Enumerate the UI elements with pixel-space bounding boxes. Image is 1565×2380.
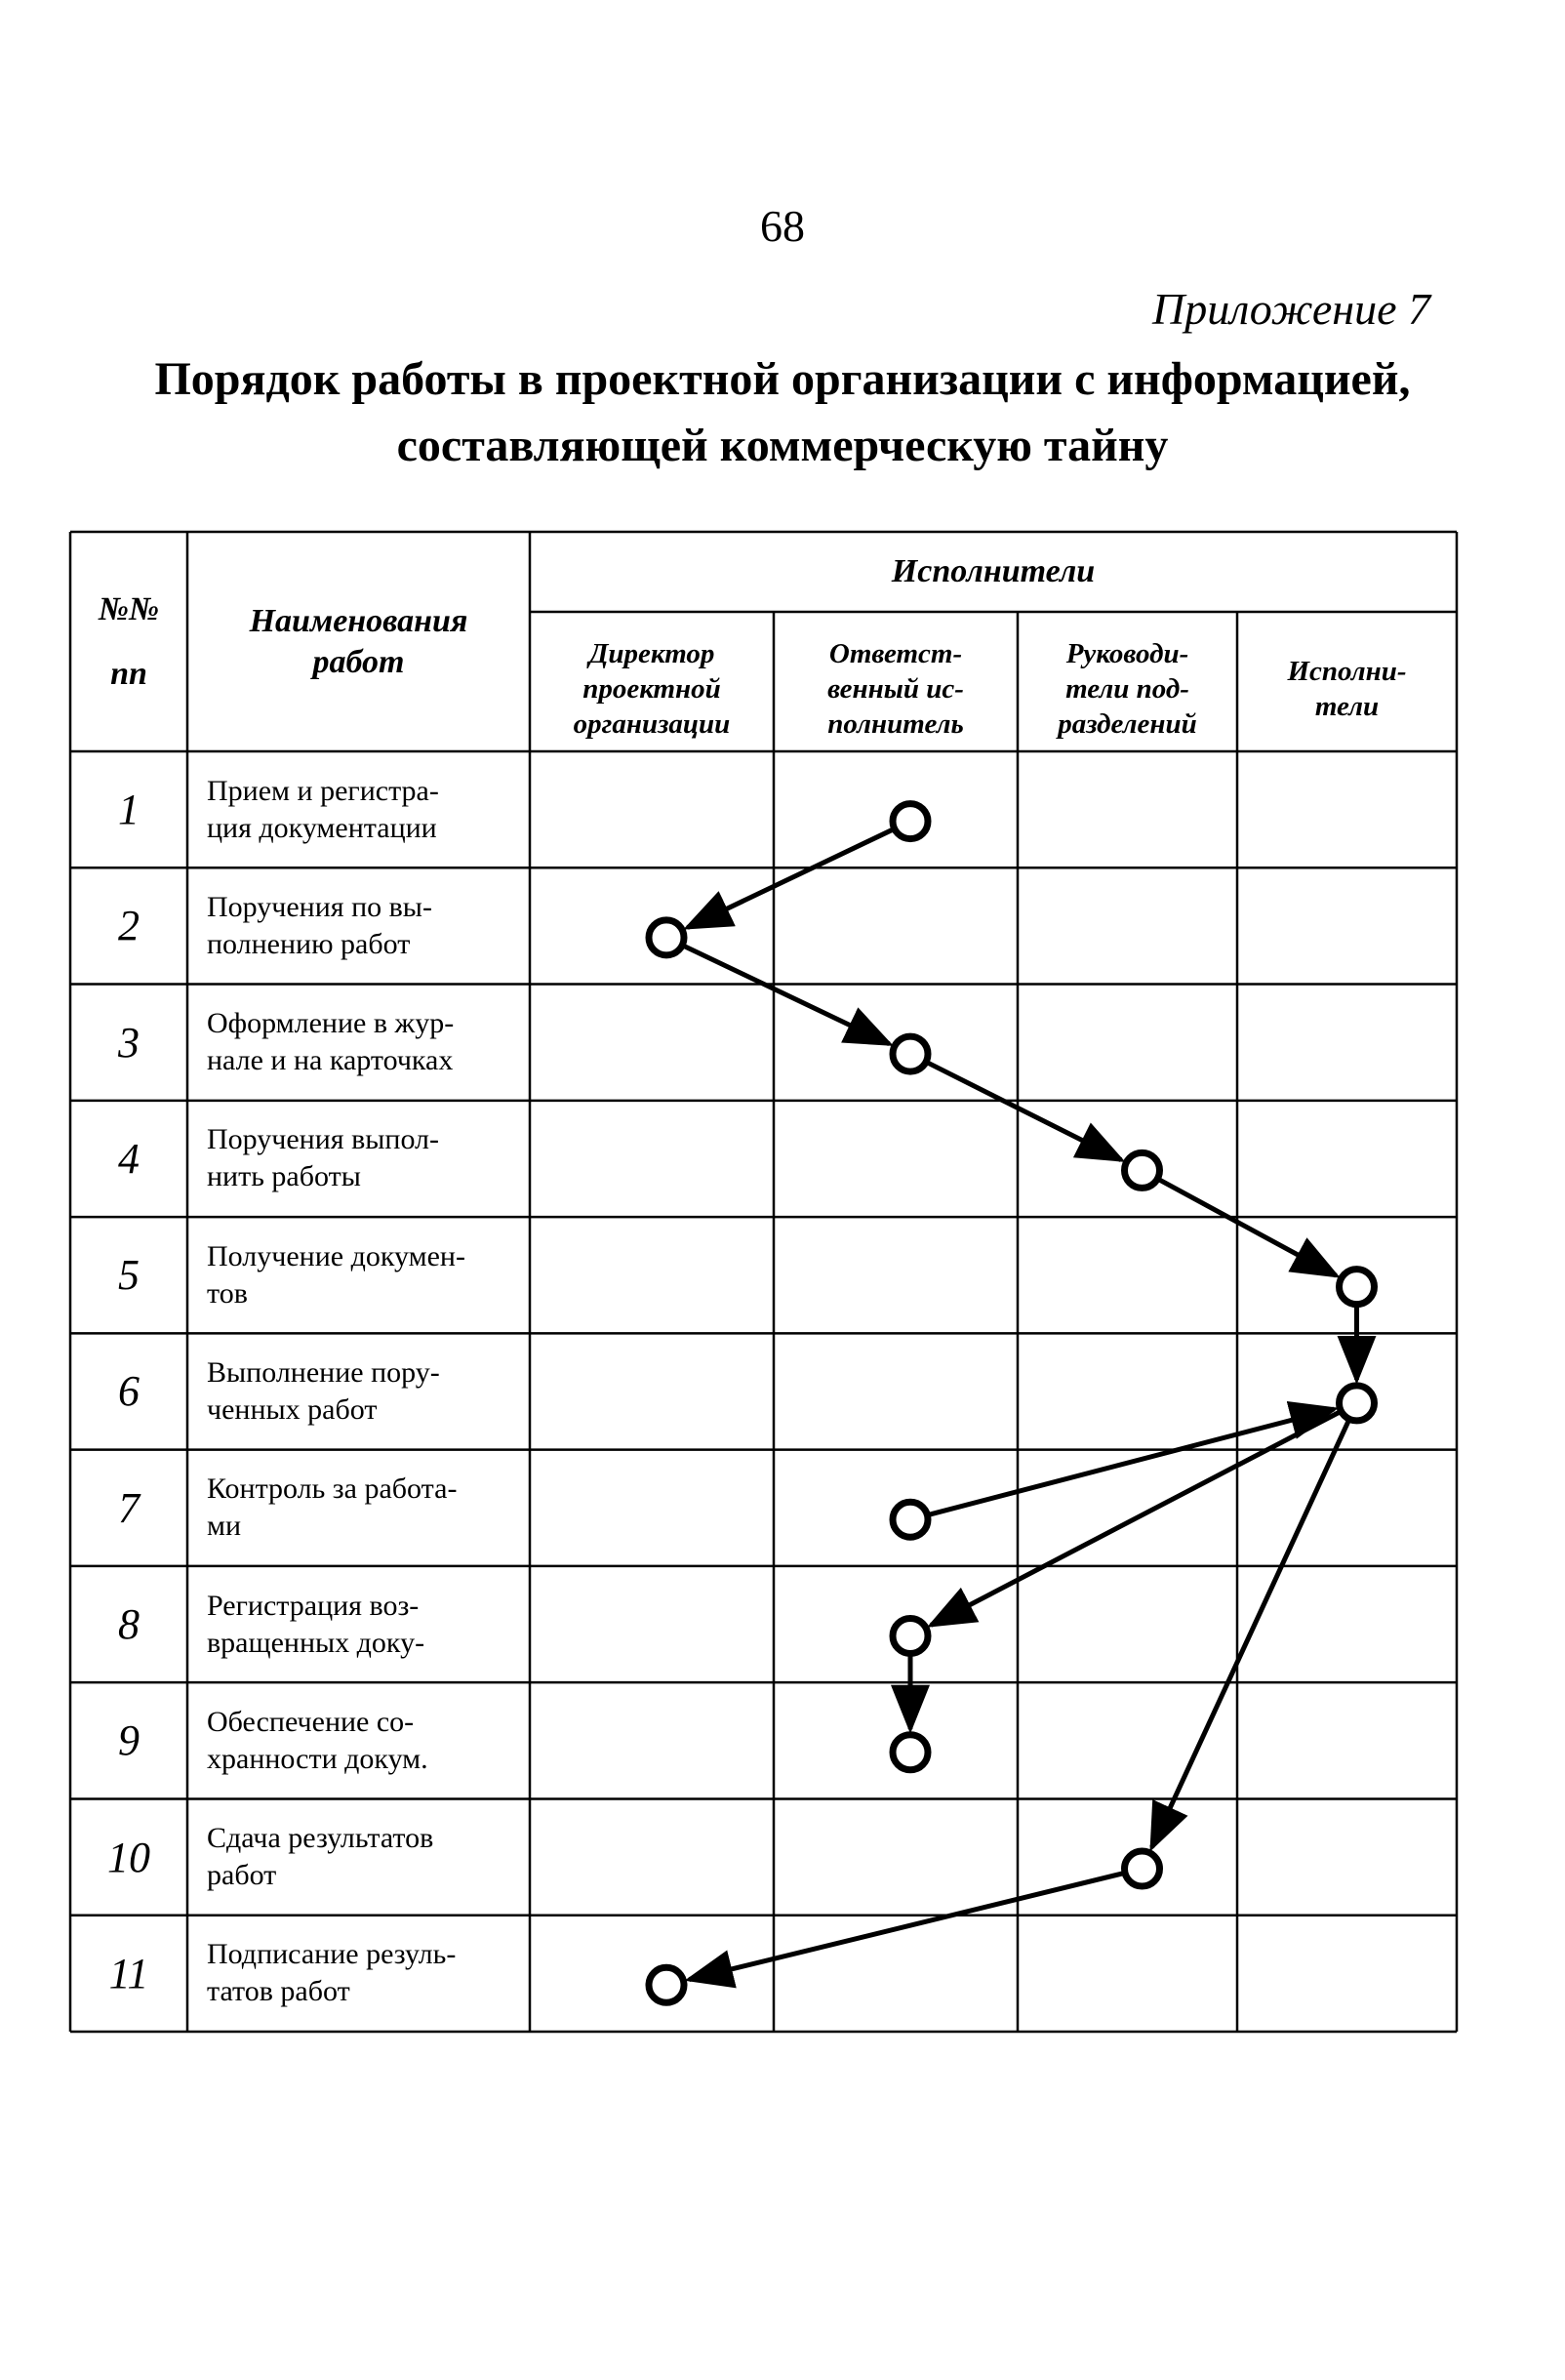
executor-column-header	[1237, 612, 1457, 751]
header-pp: пп	[110, 655, 147, 692]
executor-column-header-line: организации	[573, 707, 731, 740]
work-name-line: Сдача результатов	[207, 1822, 434, 1855]
row-number: 11	[108, 1949, 149, 1997]
executor-column-header	[774, 612, 1018, 751]
flow-node	[1340, 1386, 1375, 1421]
row-number: 8	[118, 1600, 140, 1649]
header-executors: Исполнители	[891, 553, 1096, 589]
flow-node	[893, 1735, 928, 1770]
flow-node	[893, 804, 928, 839]
row-number: 6	[118, 1367, 140, 1416]
header-work-cell	[187, 532, 530, 751]
work-name	[187, 1333, 530, 1449]
work-name-line: нить работы	[207, 1160, 361, 1193]
executor-column-header-line: тели под-	[1065, 672, 1189, 705]
title-line-2: составляющей коммерческую тайну	[396, 420, 1169, 471]
executor-column-header-line: Исполни-	[1287, 655, 1407, 687]
executor-column-header	[530, 612, 774, 751]
flow-arrow	[688, 828, 895, 927]
work-name-line: работ	[207, 1859, 277, 1892]
work-name-line: ченных работ	[207, 1392, 378, 1426]
executor-column-header-line: проектной	[582, 672, 721, 705]
flow-node	[1125, 1851, 1160, 1886]
work-name-line: Регистрация воз-	[207, 1589, 420, 1622]
work-name	[187, 1101, 530, 1217]
flow-arrow	[682, 946, 889, 1044]
flow-node	[649, 1967, 684, 2002]
work-name	[187, 1450, 530, 1566]
flow-arrow	[926, 1062, 1121, 1159]
work-name	[187, 751, 530, 867]
work-name	[187, 1798, 530, 1915]
work-name	[187, 985, 530, 1101]
work-name	[187, 1217, 530, 1333]
work-name-line: нале и на карточках	[207, 1044, 454, 1077]
work-name-line: вращенных доку-	[207, 1626, 425, 1659]
row-number: 10	[107, 1833, 150, 1881]
flow-arrow	[1152, 1419, 1349, 1847]
work-name-line: Прием и регистра-	[207, 774, 439, 807]
row-number: 4	[118, 1134, 140, 1183]
row-number: 1	[118, 786, 140, 834]
row-number: 3	[118, 1018, 140, 1067]
executor-column-header-line: Ответст-	[828, 637, 963, 669]
flow-arrow	[931, 1411, 1341, 1625]
work-name	[187, 867, 530, 984]
executor-column-header-line: тели	[1314, 690, 1380, 722]
appendix-label: Приложение 7	[1151, 284, 1430, 334]
work-name-line: Поручения выпол-	[207, 1123, 440, 1156]
executor-column-header-line: венный ис-	[827, 672, 964, 705]
work-name-line: Подписание резуль-	[207, 1938, 457, 1971]
work-name-line: хранности докум.	[207, 1742, 428, 1775]
flow-arrows	[682, 828, 1356, 1979]
header-number-cell	[70, 532, 187, 751]
work-name	[187, 1682, 530, 1798]
flow-arrow	[927, 1409, 1334, 1515]
flow-node	[1125, 1152, 1160, 1188]
header-work-line-2: работ	[312, 643, 405, 680]
flow-node	[893, 1036, 928, 1071]
header-work-line-1: Наименования	[249, 602, 468, 639]
title-line-1: Порядок работы в проектной организации с информацией,	[154, 353, 1411, 405]
work-name-line: ми	[207, 1510, 242, 1543]
work-name	[187, 1566, 530, 1682]
work-name	[187, 1916, 530, 2032]
executor-column-header-line: Директор	[588, 637, 715, 669]
work-name-line: Получение докумен-	[207, 1239, 465, 1272]
row-number: 2	[118, 902, 140, 950]
row-number: 7	[118, 1483, 140, 1532]
work-name-line: татов работ	[207, 1975, 350, 2008]
work-name-line: Поручения по вы-	[207, 890, 432, 923]
work-name-line: ция документации	[207, 811, 437, 844]
header-number: №№	[98, 590, 160, 627]
page-number: 68	[760, 201, 805, 251]
executor-column-header	[1018, 612, 1237, 751]
flow-node	[1340, 1270, 1375, 1305]
flow-node	[893, 1618, 928, 1653]
executor-column-header-line: полнитель	[827, 707, 964, 740]
flow-node	[649, 920, 684, 955]
flow-arrow	[689, 1873, 1125, 1979]
work-name-line: тов	[207, 1276, 248, 1310]
executor-column-header-line: Руководи-	[1065, 637, 1189, 669]
row-number: 5	[118, 1251, 140, 1300]
work-name-line: Оформление в жур-	[207, 1007, 455, 1040]
work-name-line: полнению работ	[207, 927, 411, 960]
work-name-line: Контроль за работа-	[207, 1472, 458, 1506]
work-name-line: Обеспечение со-	[207, 1705, 415, 1738]
executor-column-header-line: разделений	[1058, 707, 1197, 740]
flow-arrow	[1157, 1179, 1336, 1275]
flow-node	[893, 1502, 928, 1537]
row-number: 9	[118, 1716, 140, 1765]
work-name-line: Выполнение пору-	[207, 1355, 440, 1389]
